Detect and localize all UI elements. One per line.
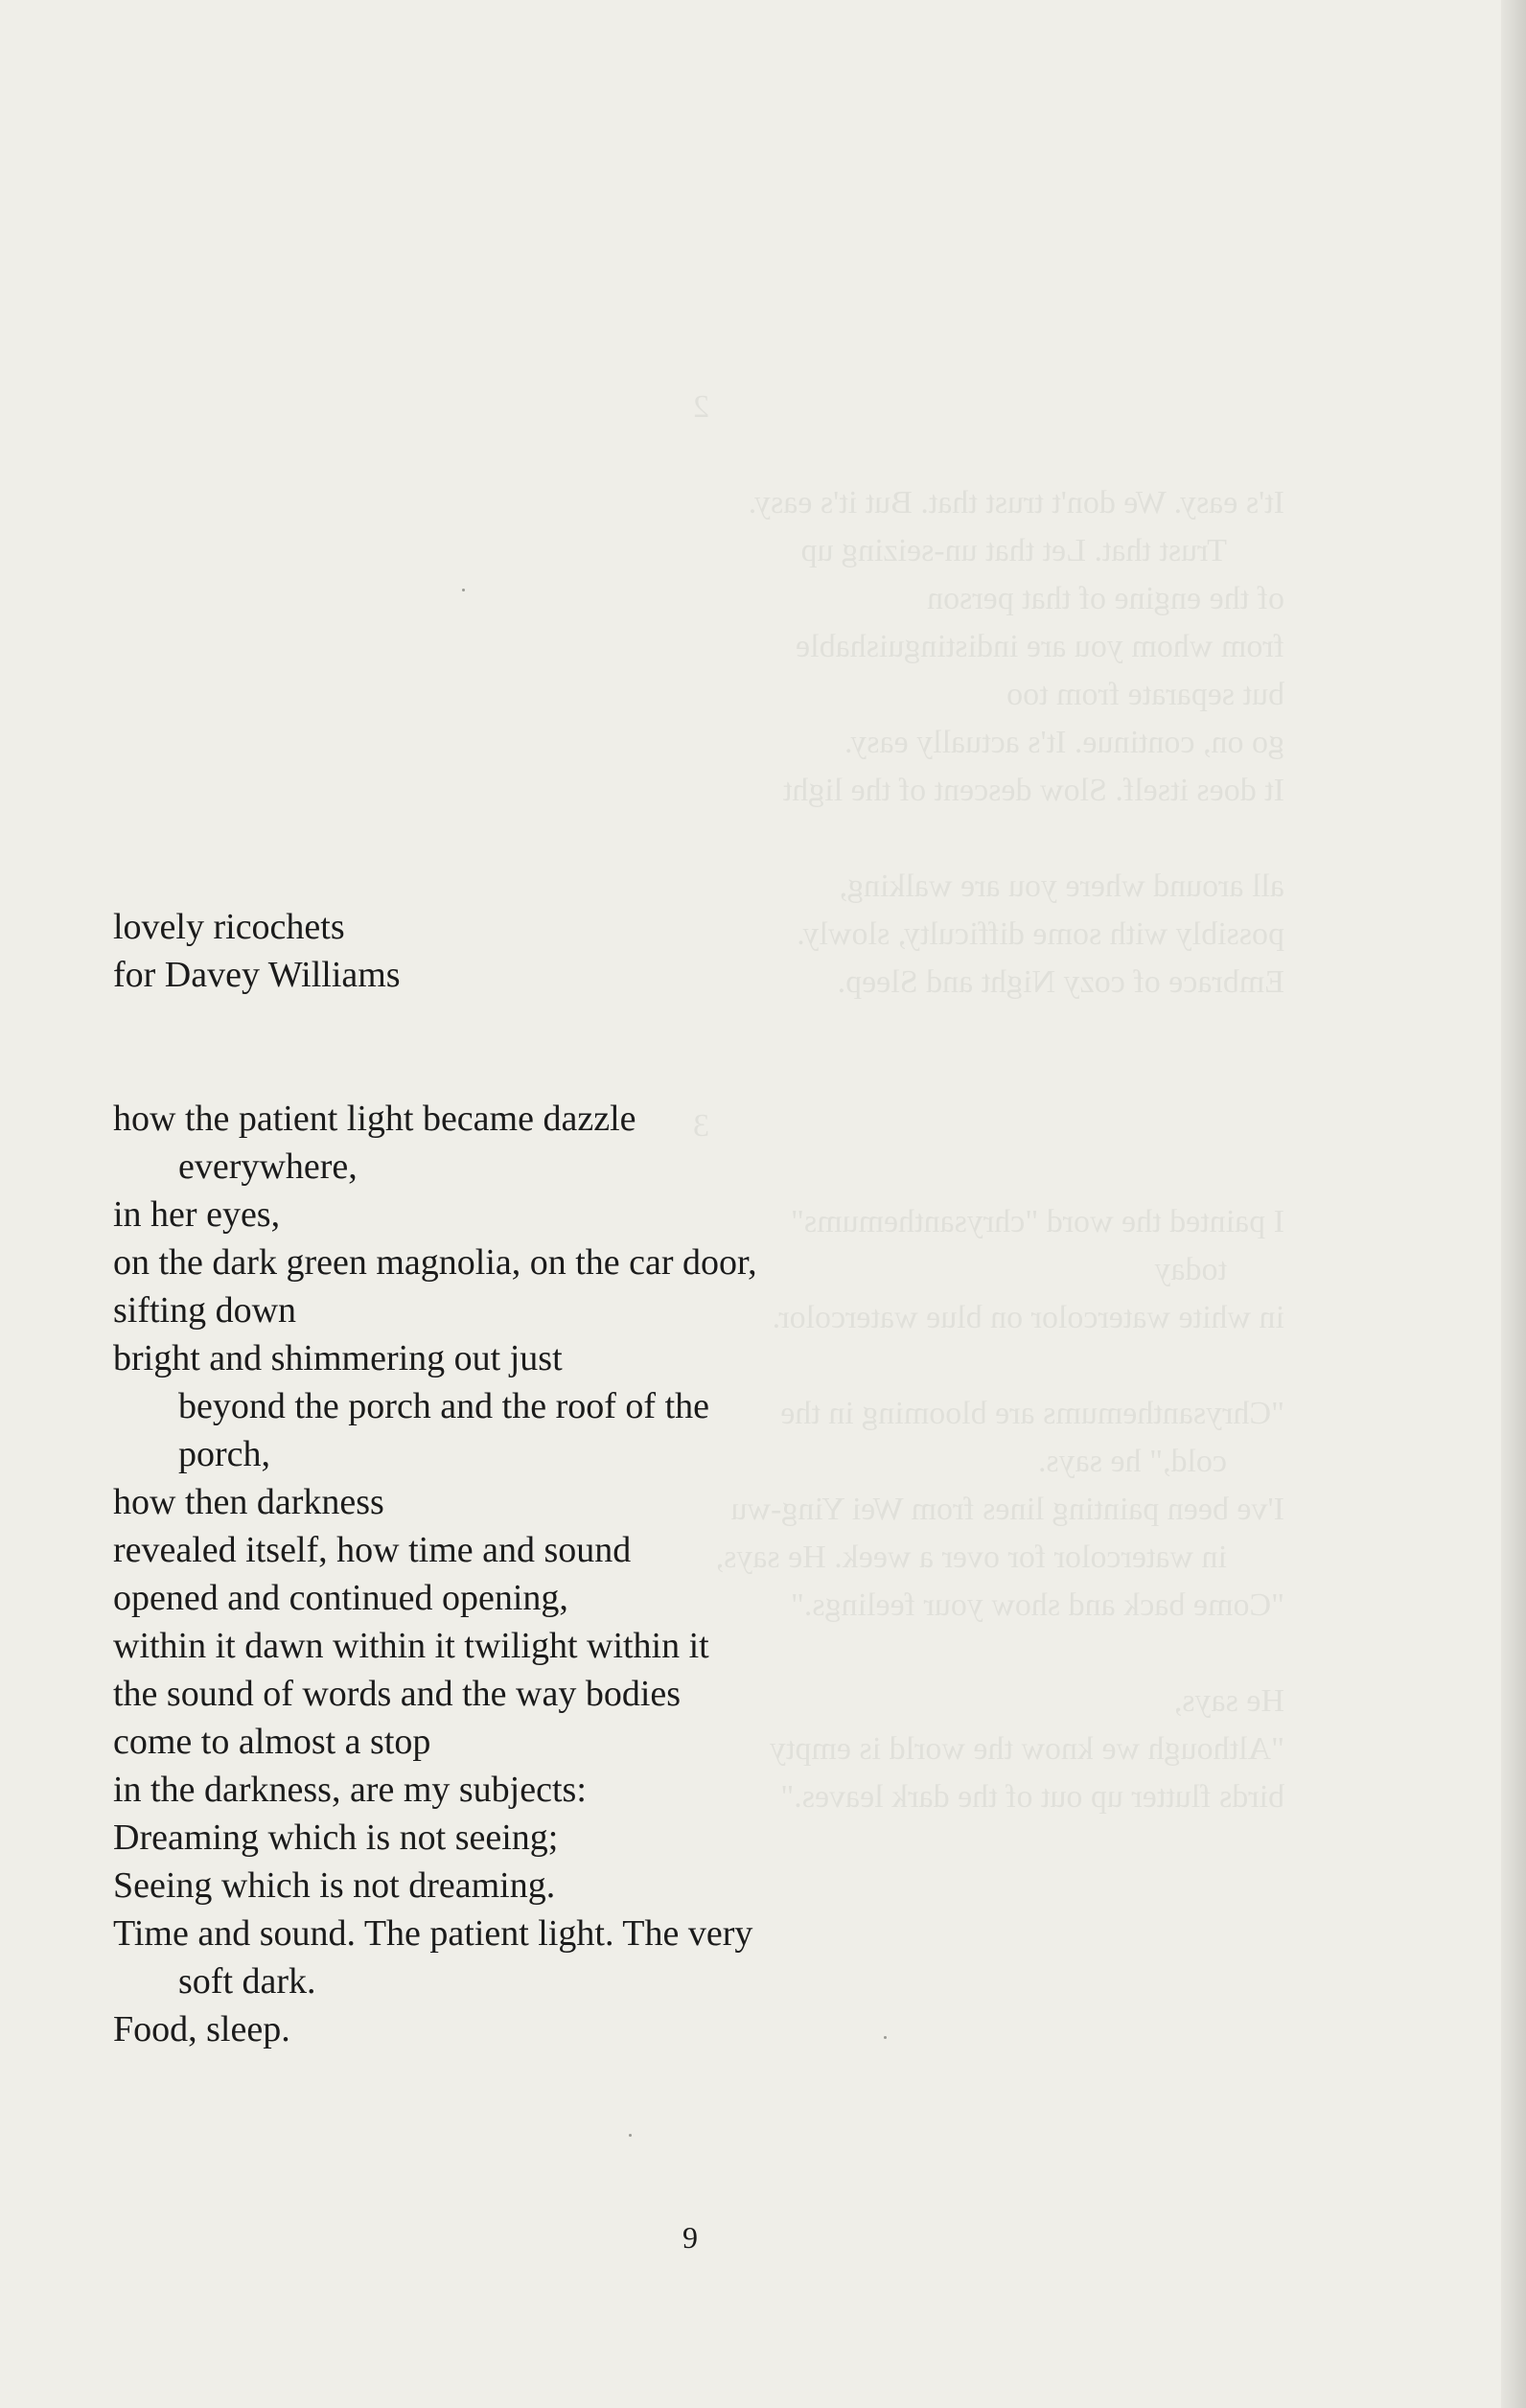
poem-line: how then darkness [113,1482,384,1522]
poem-line: how the patient light became dazzle [113,1099,636,1139]
paper-speck [884,2036,887,2039]
poem-line: on the dark green magnolia, on the car door, [113,1242,757,1283]
poem-line: beyond the porch and the roof of the [178,1386,709,1426]
poem-header [113,903,401,999]
poem-line: Time and sound. The patient light. The very [113,1913,753,1954]
poem-body [113,1095,757,2053]
poem-line: porch, [178,1434,271,1474]
poem-line: sifting down [113,1290,297,1331]
poem-line: in the darkness, are my subjects: [113,1770,587,1810]
poem-line: come to almost a stop [113,1722,431,1762]
binding-edge [1501,0,1526,2408]
poem-line: the sound of words and the way bodies [113,1674,682,1714]
poem-title: lovely ricochets [113,907,345,947]
poem-line: everywhere, [178,1146,358,1187]
page-number: 9 [682,2220,698,2255]
poem-line: within it dawn within it twilight within it [113,1626,709,1666]
poem-line: opened and continued opening, [113,1578,568,1618]
poem-line: Food, sleep. [113,2009,290,2049]
poem-dedication: for Davey Williams [113,955,401,995]
poem-line: Seeing which is not dreaming. [113,1865,556,1906]
poem-line: Dreaming which is not seeing; [113,1818,559,1858]
poem-line: in her eyes, [113,1194,281,1235]
poem-line: bright and shimmering out just [113,1338,563,1378]
bleed-through-reverse-page: 2 It's easy. We don't trust that. But it's easy. Trust that. Let that un-seizing up of the engine of that person from whom you are indistinguishable but separate from too go on, continue. It's actually easy. It does itself. Slow descent of the light all around where you are walking, possibly with some difficulty, slowly. Embrace of cozy Night and Sleep. 3 I painted the word "chrysanthemums" today in white watercolor on blue watercolor. "Chrysanthemums are blooming in the cold," he says. I've been painting lines from Wei Ying-wu in watercolor for over a week. He says, "Come back and show your feelings." He says, "Although we know the world is empty birds flutter up out of the dark leaves." [693,389,1284,1815]
poem-line: revealed itself, how time and sound [113,1530,632,1570]
paper-speck [462,589,465,591]
poem-line: soft dark. [178,1961,316,2002]
paper-speck [629,2134,632,2137]
